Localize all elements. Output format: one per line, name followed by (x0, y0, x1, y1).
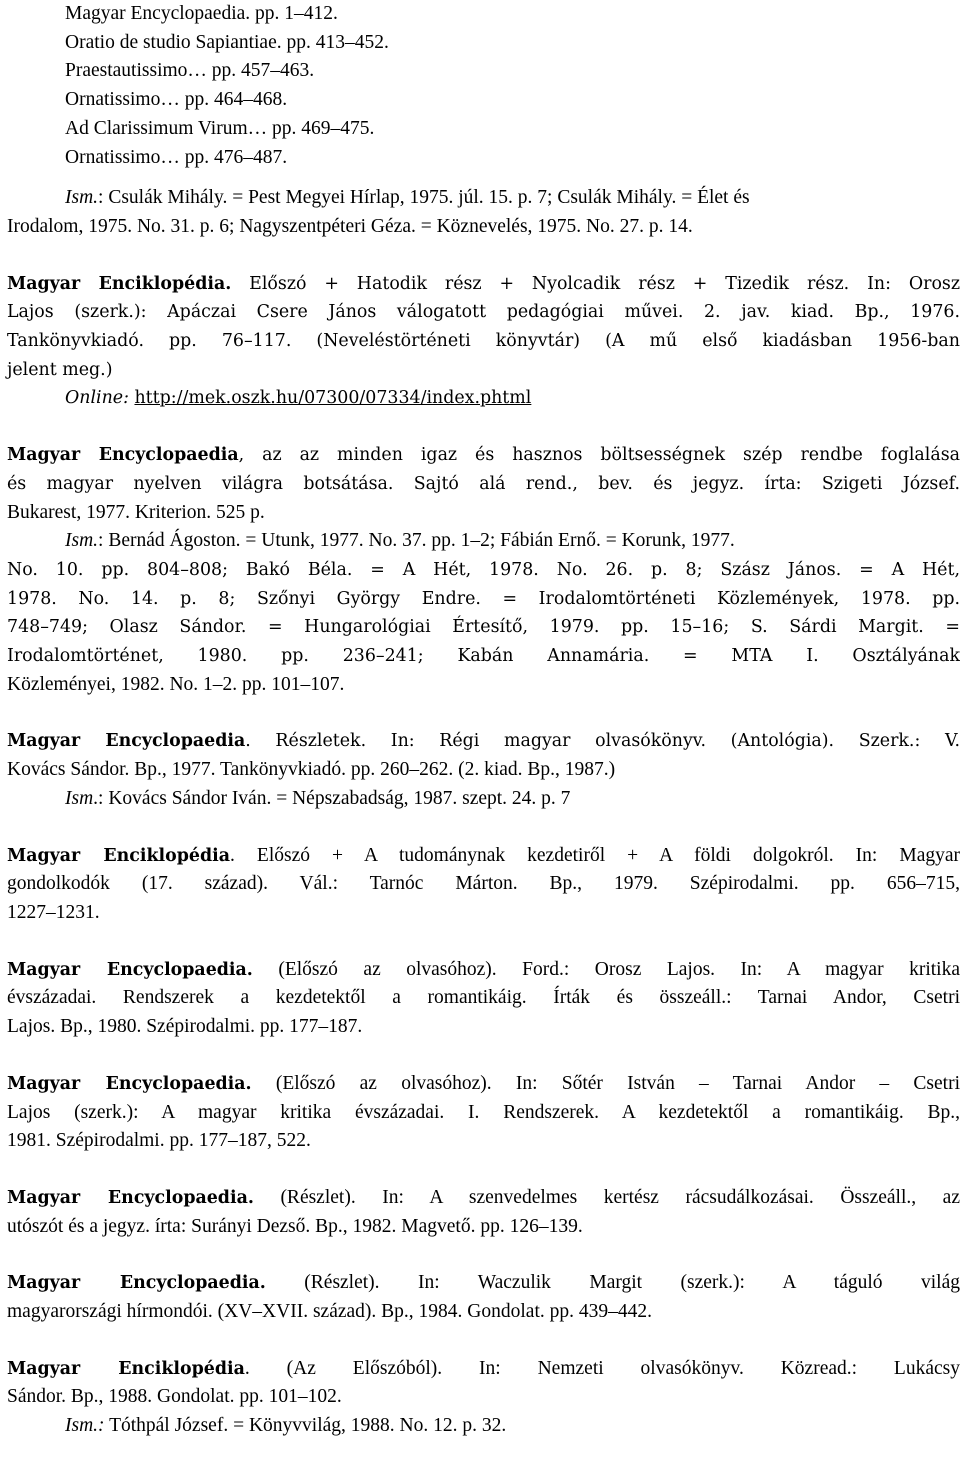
bibliography-entry: Magyar Encyclopaedia. (Előszó az olvasóhoz). Ford.: Orosz Lajos. In: A magyar kritika évszázadai. Rendszerek a kezdetektől a romantikáig. Írták és összeáll.: Tarnai Andor, Csetri Lajos. Bp., 1980. Szépirodalmi. pp. 177–187. (7, 958, 960, 1038)
review-references: Ism.: Csulák Mihály. = Pest Megyei Hírlap, 1975. júl. 15. p. 7; Csulák Mihály. = Élet és (65, 187, 750, 209)
entry-title: Magyar Encyclopaedia. (7, 959, 253, 980)
bibliography-entry: Magyar Enciklopédia. Előszó + Hatodik rész + Nyolcadik rész + Tizedik rész. In: Orosz Lajos (szerk.): Apáczai Csere János válogatott pedagógiai művei. 2. jav. kiad. Bp., 1976. Tankönyvkiadó. pp. 76–117. (Neveléstörténeti könyvtár) (A mű első kiadásban 1956-ban jelent meg.) Online: http://mek.oszk.hu/07300/07334/index.phtml (7, 273, 960, 409)
bibliography-entry: Magyar Encyclopaedia. (Részlet). In: Waczulik Margit (szerk.): A táguló világ magyarországi hírmondói. (XV–XVII. század). Bp., 1984. Gondolat. pp. 439–442. (7, 1272, 960, 1323)
bibliography-entry: Magyar Encyclopaedia. Részletek. In: Régi magyar olvasókönyv. (Antológia). Szerk.: V. Kovács Sándor. Bp., 1977. Tankönyvkiadó. pp. 260–262. (2. kiad. Bp., 1987.) Ism.: Kovács Sándor Iván. = Népszabadság, 1987. szept. 24. p. 7 (7, 731, 960, 809)
entry-title: Magyar Enciklopédia. (7, 273, 232, 294)
ism-label: Ism.: (65, 1415, 105, 1437)
ism-label: Ism. (65, 530, 99, 552)
entry-title: Magyar Encyclopaedia (7, 445, 239, 466)
ism-block: No. 10. pp. 804–808; Bakó Béla. = A Hét, 1978. No. 26. p. 8; Szász János. = A Hét, 1978. No. 14. p. 8; Szőnyi György Endre. = Irodalomtörténeti Közlemények, 1978. pp. 748–749; Olasz Sándor. = Hungarológiai Értesítő, 1979. pp. 15–16; S. Sárdi Margit. = Irodalomtörténet, 1980. pp. 236–241; Kabán Annamária. = MTA I. Osztályának (7, 559, 960, 667)
review-references-cont: Irodalom, 1975. No. 31. p. 6; Nagyszentpéteri Géza. = Köznevelés, 1975. No. 27. p. 14. (7, 215, 693, 237)
entry-title: Magyar Encyclopaedia. (7, 1187, 254, 1208)
bibliography-entry: Magyar Encyclopaedia. (Előszó az olvasóhoz). In: Sőtér István – Tarnai Andor – Csetri Lajos (szerk.): A magyar kritika évszázadai. I. Rendszerek. A kezdetektől a romantikáig. Bp., 1981. Szépirodalmi. pp. 177–187, 522. (7, 1072, 960, 1152)
entry-title: Magyar Encyclopaedia (7, 731, 246, 752)
bibliography-entry-cont: Bukarest, 1977. Kriterion. 525 p. Ism.: Bernád Ágoston. = Utunk, 1977. No. 37. pp. 1–2; Fábián Ernő. = Korunk, 1977. (7, 501, 735, 552)
contents-item: Praestautissimo… pp. 457–463. (65, 60, 315, 82)
bibliography-entry: Magyar Encyclopaedia, az az minden igaz és hasznos böltsességnek szép rendbe foglalása és magyar nyelven világra botsátása. Sajtó alá rend., bev. és jegyz. írta: Szigeti József. (7, 445, 960, 494)
contents-list (7, 0, 960, 213)
contents-item: Oratio de studio Sapiantiae. pp. 413–452. (65, 31, 389, 53)
contents-item: Ad Clarissimum Virum… pp. 469–475. (65, 117, 375, 139)
entry-title: Magyar Enciklopédia (7, 1358, 245, 1379)
ism-label: Ism (65, 787, 94, 809)
online-label: Online: (65, 388, 129, 409)
bibliography-entry: Magyar Enciklopédia. Előszó + A tudománynak kezdetiről + A földi dolgokról. In: Magyar gondolkodók (17. század). Vál.: Tarnóc Márton. Bp., 1979. Szépirodalmi. pp. 656–715, 1227–1231. (7, 844, 960, 923)
contents-item: Magyar Encyclopaedia. pp. 1–412. (65, 3, 338, 24)
ism-label: Ism. (65, 187, 99, 209)
entry-title: Magyar Enciklopédia (7, 845, 231, 866)
online-link[interactable]: http://mek.oszk.hu/07300/07334/index.phtml (134, 388, 532, 409)
bibliography-entry: Magyar Enciklopédia. (Az Előszóból). In: Nemzeti olvasókönyv. Közread.: Lukácsy Sándor. Bp., 1988. Gondolat. pp. 101–102. Ism.: Tóthpál József. = Könyvvilág, 1988. No. 12. p. 32. (7, 1357, 960, 1437)
bibliography-page: Magyar Encyclopaedia. pp. 1–412. Oratio de studio Sapiantiae. pp. 413–452. Praestautissimo… pp. 457–463. Ornatissimo… pp. 464–468. Ad Clarissimum Virum… pp. 469–475. Ornatissimo… pp. 476–487. Ism.: Csulák Mihály. = Pest Megyei Hírlap, 1975. júl. 15. p. 7; Csulák Mihály. = Élet és Irodalom, 1975. No. 31. p. 6; Nagyszentpéteri Géza. = Köznevelés, 1975. No. 27. p. 14. Magyar Enciklopédia. Előszó + Hatodik rész + Nyolcadik rész + Tizedik rész. In: Orosz Lajos (szerk.): Apáczai Csere János válogatott pedagógiai művei. 2. jav. kiad. Bp., 1976. Tankönyvkiadó. pp. 76–117. (Neveléstörténeti könyvtár) (A mű első kiadásban 1956-ban jelent meg.) Online: http://mek.oszk.hu/07300/07334/index.phtml Magyar Encyclopaedia, az az minden igaz és hasznos böltsességnek szép rendbe foglalása és magyar nyelven világra botsátása. Sajtó alá rend., bev. és jegyz. írta: Szigeti József. Bukarest, 1977. Kriterion. 525 p. Ism.: Bernád Ágoston. = Utunk, 1977. No. 37. pp. 1–2; Fábián Ernő. = Korunk, 1977. No. 10. pp. 804–808; Bakó Béla. = A Hét, 1978. No. 26. p. 8; Szász János. = A Hét, 1978. No. 14. p. 8; Szőnyi György Endre. = Irodalomtörténeti Közlemények, 1978. pp. 748–749; Olasz Sándor. = Hungarológiai Értesítő, 1979. pp. 15–16; S. Sárdi Margit. = Irodalomtörténet, 1980. pp. 236–241; Kabán Annamária. = MTA I. Osztályának Közleményei, 1982. No. 1–2. pp. 101–107. Magyar Encyclopaedia. Részletek. In: Régi magyar olvasókönyv. (Antológia). Szerk.: V. Kovács Sándor. Bp., 1977. Tankönyvkiadó. pp. 260–262. (2. kiad. Bp., 1987.) Ism.: Kovács Sándor Iván. = Népszabadság, 1987. szept. 24. p. 7 Magyar Enciklopédia. Előszó + A tudománynak kezdetiről + A földi dolgokról. In: Magyar gondolkodók (17. század). Vál.: Tarnóc Márton. Bp., 1979. Szépirodalmi. pp. 656–715, 1227–1231. Magyar Encyclopaedia. (Előszó az olvasóhoz). Ford.: Orosz Lajos. In: A magyar kritika évszázadai. Rendszerek a kezdetektől a romantikáig. Írták és összeáll.: Tarnai Andor, Csetri Lajos. Bp., 1980. Szépirodalmi. pp. 177–187. Magyar Encyclopaedia. (Előszó az olvasóhoz). In: Sőtér István – Tarnai Andor – Csetri Lajos (szerk.): A magyar kritika évszázadai. I. Rendszerek. A kezdetektől a romantikáig. Bp., 1981. Szépirodalmi. pp. 177–187, 522. Magyar Encyclopaedia. (Részlet). In: A szenvedelmes kertész rácsudálkozásai. Összeáll., az utószót és a jegyz. írta: Surányi Dezső. Bp., 1982. Magvető. pp. 126–139. Magyar Encyclopaedia. (Részlet). In: Waczulik Margit (szerk.): A táguló világ magyarországi hírmondói. (XV–XVII. század). Bp., 1984. Gondolat. pp. 439–442. Magyar Enciklopédia. (Az Előszóból). In: Nemzeti olvasókönyv. Közread.: Lukácsy Sándor. Bp., 1988. Gondolat. pp. 101–102. Ism.: Tóthpál József. = Könyvvilág, 1988. No. 12. p. 32. (7, 0, 960, 1441)
contents-item: Ornatissimo… pp. 476–487. (65, 146, 288, 168)
bibliography-entry: Magyar Encyclopaedia. (Részlet). In: A szenvedelmes kertész rácsudálkozásai. Összeáll., az utószót és a jegyz. írta: Surányi Dezső. Bp., 1982. Magvető. pp. 126–139. (7, 1186, 960, 1237)
contents-item: Ornatissimo… pp. 464–468. (65, 89, 288, 111)
entry-title: Magyar Encyclopaedia. (7, 1273, 266, 1294)
entry-title: Magyar Encyclopaedia. (7, 1073, 252, 1094)
